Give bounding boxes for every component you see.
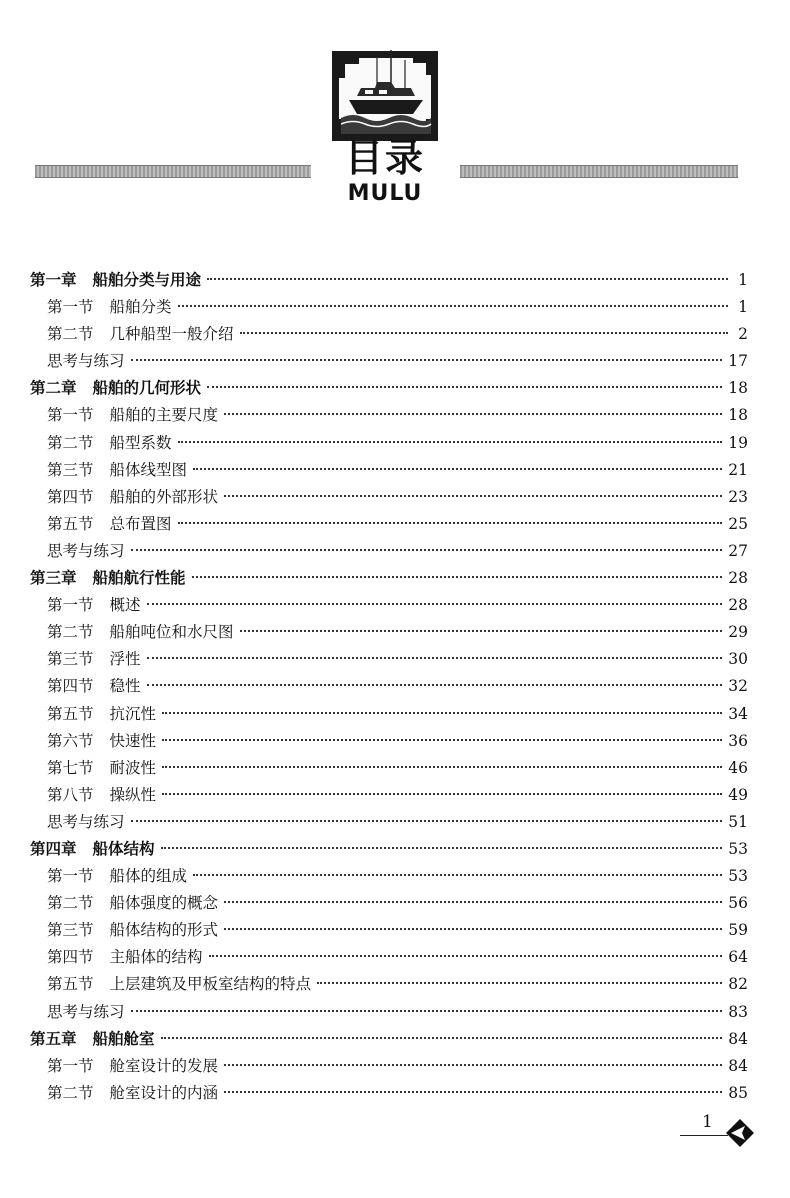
toc-leader-dots (207, 278, 728, 280)
toc-leader-dots (240, 630, 723, 632)
toc-entry-number: 第五节 (47, 704, 94, 723)
toc-leader-dots (147, 603, 723, 605)
toc-entry-title: 思考与练习 (47, 352, 125, 371)
toc-leader-dots (178, 441, 723, 443)
toc-entry-page: 19 (728, 433, 748, 452)
toc-leader-dots (162, 793, 722, 795)
toc-entry-title: 舱室设计的内涵 (109, 1083, 219, 1102)
toc-entry-number: 第一节 (47, 1056, 94, 1075)
toc-section-row[interactable] (30, 457, 748, 484)
toc-leader-dots (224, 928, 722, 930)
toc-leader-dots (240, 332, 728, 334)
toc-entry-page: 21 (728, 460, 748, 479)
toc-section-row[interactable] (30, 484, 748, 511)
toc-entry-number: 第一节 (47, 596, 94, 615)
toc-entry-page: 28 (728, 569, 748, 588)
toc-entry-title: 上层建筑及甲板室结构的特点 (109, 975, 312, 994)
toc-entry-page: 1 (738, 271, 748, 289)
toc-leader-dots (207, 386, 722, 388)
toc-leader-dots (162, 739, 722, 741)
toc-section-row[interactable] (30, 619, 748, 646)
toc-leader-dots (224, 901, 722, 903)
page-number: 1 (702, 1112, 713, 1132)
toc-entry-number: 第一节 (47, 298, 94, 317)
toc-entry-page: 46 (728, 758, 748, 777)
toc-entry-number: 第二节 (47, 433, 94, 452)
toc-entry-page: 82 (728, 975, 748, 994)
toc-leader-dots (147, 684, 723, 686)
toc-entry-page: 2 (738, 325, 748, 344)
toc-section-row[interactable] (30, 971, 748, 998)
toc-section-row[interactable] (30, 944, 748, 971)
toc-section-row[interactable] (30, 402, 748, 429)
toc-entry-title: 操纵性 (109, 785, 157, 804)
toc-entry-title: 船舶航行性能 (92, 569, 186, 588)
toc-leader-dots (209, 955, 723, 957)
toc-entry-title: 快速性 (109, 731, 157, 750)
toc-section-row[interactable] (30, 321, 748, 348)
toc-entry-page: 59 (728, 921, 748, 940)
toc-leader-dots (131, 1010, 723, 1012)
toc-entry-title: 思考与练习 (47, 541, 125, 560)
toc-leader-dots (193, 874, 722, 876)
toc-entry-title: 船舶分类与用途 (92, 271, 202, 289)
toc-entry-number: 第一节 (47, 406, 94, 425)
toc-entry-page: 36 (728, 731, 748, 750)
toc-entry-title: 船体结构的形式 (109, 921, 219, 940)
toc-entry-page: 64 (728, 948, 748, 967)
toc-leader-dots (131, 549, 723, 551)
toc-section-row[interactable] (30, 863, 748, 890)
toc-entry-page: 83 (728, 1002, 748, 1021)
toc-entry-page: 53 (728, 839, 748, 858)
toc-section-row[interactable] (30, 755, 748, 782)
toc-entry-page: 51 (728, 812, 748, 831)
toc-entry-page: 23 (728, 487, 748, 506)
toc-section-row[interactable] (30, 592, 748, 619)
toc-section-row[interactable] (30, 809, 748, 836)
toc-chapter-row[interactable] (30, 1026, 748, 1053)
toc-section-row[interactable] (30, 1053, 748, 1080)
toc-entry-number: 第五节 (47, 975, 94, 994)
toc-entry-page: 53 (728, 867, 748, 886)
toc-entry-number: 第五节 (47, 514, 94, 533)
toc-header (0, 0, 790, 230)
toc-entry-title: 稳性 (109, 677, 141, 696)
toc-entry-title: 船体强度的概念 (109, 894, 219, 913)
toc-entry-title: 船型系数 (109, 433, 172, 452)
toc-entry-number: 第一章 (30, 271, 77, 289)
toc-entry-title: 船体结构 (92, 839, 155, 858)
toc-entry-title: 思考与练习 (47, 812, 125, 831)
toc-leader-dots (131, 820, 723, 822)
footer-rule (680, 1135, 728, 1136)
toc-leader-dots (192, 576, 723, 578)
toc-leader-dots (162, 712, 722, 714)
toc-leader-dots (178, 522, 723, 524)
toc-leader-dots (161, 1037, 723, 1039)
toc-entry-page: 28 (728, 596, 748, 615)
toc-entry-number: 第六节 (47, 731, 94, 750)
toc-entry-number: 第七节 (47, 758, 94, 777)
toc-entry-page: 32 (728, 677, 748, 696)
toc-entry-number: 第三节 (47, 460, 94, 479)
toc-section-row[interactable] (30, 430, 748, 457)
toc-entry-title: 耐波性 (109, 758, 157, 777)
toc-section-row[interactable] (30, 999, 748, 1026)
toc-entry-title: 思考与练习 (47, 1002, 125, 1021)
toc-entry-title: 船舶的主要尺度 (109, 406, 219, 425)
toc-entry-title: 船体线型图 (109, 460, 188, 479)
toc-entry-title: 抗沉性 (109, 704, 157, 723)
toc-section-row[interactable] (30, 673, 748, 700)
toc-entry-number: 第二节 (47, 894, 94, 913)
toc-entry-page: 17 (728, 352, 748, 371)
toc-entry-title: 船舶的外部形状 (109, 487, 219, 506)
toc-entry-number: 第三节 (47, 650, 94, 669)
toc-section-row[interactable] (30, 538, 748, 565)
header-rule-left (35, 165, 311, 178)
toc-section-row[interactable] (30, 782, 748, 809)
toc-entry-number: 第三节 (47, 921, 94, 940)
toc-leader-dots (224, 1091, 722, 1093)
toc-section-row[interactable] (30, 511, 748, 538)
toc-entry-number: 第四节 (47, 948, 94, 967)
toc-entry-title: 总布置图 (109, 514, 172, 533)
toc-entry-number: 第二节 (47, 623, 94, 642)
toc-entry-title: 船舶舱室 (92, 1029, 155, 1048)
toc-entry-page: 27 (728, 541, 748, 560)
toc-section-row[interactable] (30, 917, 748, 944)
toc-entry-title: 船体的组成 (109, 867, 188, 886)
toc-leader-dots (224, 413, 722, 415)
toc-leader-dots (317, 982, 722, 984)
toc-entry-page: 29 (728, 623, 748, 642)
toc-entry-page: 85 (728, 1083, 748, 1102)
toc-title-pinyin: MULU (347, 181, 423, 206)
toc-entry-title: 概述 (109, 596, 141, 615)
toc-entry-page: 1 (738, 298, 748, 317)
toc-entry-page: 18 (728, 379, 748, 398)
toc-entry-number: 第三章 (30, 569, 77, 588)
toc-leader-dots (224, 1064, 722, 1066)
toc-section-row[interactable] (30, 348, 748, 375)
toc-entry-page: 84 (728, 1029, 748, 1048)
toc-entry-title: 浮性 (109, 650, 141, 669)
toc-entry-page: 56 (728, 894, 748, 913)
toc-section-row[interactable] (30, 294, 748, 321)
toc-entry-title: 船舶分类 (109, 298, 172, 317)
toc-entry-title: 舱室设计的发展 (109, 1056, 219, 1075)
toc-section-row[interactable] (30, 728, 748, 755)
toc-entry-number: 第一节 (47, 867, 94, 886)
page-arrow-icon (725, 1118, 755, 1148)
toc-entry-number: 第四节 (47, 487, 94, 506)
ship-emblem-icon (331, 50, 439, 142)
toc-entry-number: 第八节 (47, 785, 94, 804)
toc-leader-dots (161, 847, 723, 849)
toc-entry-title: 几种船型一般介绍 (109, 325, 234, 344)
toc-section-row[interactable] (30, 890, 748, 917)
toc-entry-number: 第五章 (30, 1029, 77, 1048)
toc-section-row[interactable] (30, 1080, 748, 1107)
toc-section-row[interactable] (30, 646, 748, 673)
toc-leader-dots (147, 657, 723, 659)
table-of-contents (30, 267, 748, 1107)
toc-entry-title: 船舶吨位和水尺图 (109, 623, 234, 642)
toc-chapter-row[interactable] (30, 565, 748, 592)
toc-entry-title: 主船体的结构 (109, 948, 203, 967)
toc-entry-title: 船舶的几何形状 (92, 379, 202, 398)
toc-entry-page: 25 (728, 514, 748, 533)
toc-entry-page: 84 (728, 1056, 748, 1075)
toc-entry-number: 第四节 (47, 677, 94, 696)
toc-section-row[interactable] (30, 701, 748, 728)
toc-leader-dots (178, 305, 728, 307)
header-rule-right (460, 165, 738, 178)
toc-chapter-row[interactable] (30, 267, 748, 294)
toc-chapter-row[interactable] (30, 375, 748, 402)
toc-entry-number: 第二章 (30, 379, 77, 398)
page-footer (680, 1108, 760, 1148)
toc-leader-dots (162, 766, 722, 768)
toc-chapter-row[interactable] (30, 836, 748, 863)
toc-entry-page: 30 (728, 650, 748, 669)
toc-leader-dots (193, 468, 722, 470)
toc-entry-number: 第四章 (30, 839, 77, 858)
toc-leader-dots (224, 495, 722, 497)
toc-entry-number: 第二节 (47, 1083, 94, 1102)
toc-entry-page: 49 (728, 785, 748, 804)
toc-entry-page: 34 (728, 704, 748, 723)
toc-entry-page: 18 (728, 406, 748, 425)
toc-entry-number: 第二节 (47, 325, 94, 344)
toc-title: 目录 (344, 136, 425, 180)
toc-leader-dots (131, 359, 723, 361)
